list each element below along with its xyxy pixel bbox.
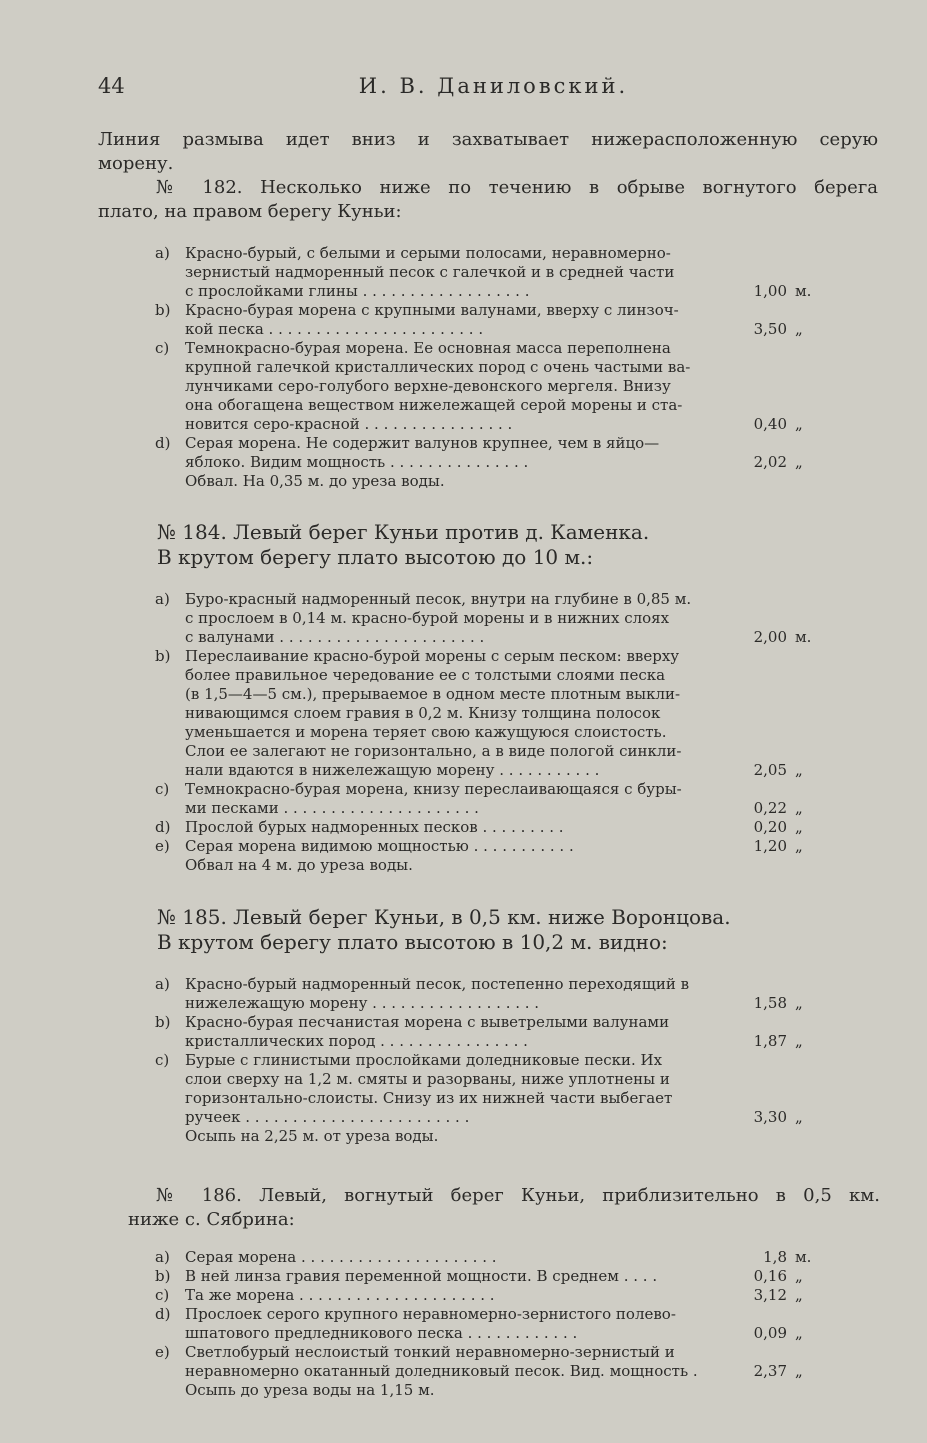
entry-row xyxy=(155,1305,823,1343)
entry-line: Красно-бурая морена с крупными валунами, вверху с линзоч- xyxy=(185,301,679,319)
entry-text xyxy=(185,837,735,856)
entry-label: c) xyxy=(155,339,170,357)
heading-line: № 182. Несколько ниже по течению в обрыве вогнутого берега xyxy=(156,177,878,198)
entry-line: Красно-бурый, с белыми и серыми полосами, неравномерно- xyxy=(185,244,671,262)
entry-line: уменьшается и морена теряет свою кажущуюся слоистость. xyxy=(185,723,667,741)
entry-label: b) xyxy=(155,301,171,319)
entry-label: a) xyxy=(155,1248,170,1266)
intro-line: Линия размыва идет вниз и захватывает нижерасположенную серую xyxy=(98,129,878,150)
entry-line: нивающимся слоем гравия в 0,2 м. Книзу толщина полосок xyxy=(185,704,661,722)
entry-label: e) xyxy=(155,837,170,855)
entry-row xyxy=(155,434,823,472)
section-185-entries xyxy=(155,975,823,1146)
entry-line: Переслаивание красно-бурой морены с серым песком: вверху xyxy=(185,647,680,665)
entry-unit: м. xyxy=(795,282,812,300)
entry-label: b) xyxy=(155,1267,171,1285)
entry-line: Слои ее залегают не горизонтально, а в виде пологой синкли- xyxy=(185,742,682,760)
entry-label: a) xyxy=(155,975,170,993)
heading-line: плато, на правом берегу Куньи: xyxy=(98,201,402,222)
entry-line: (в 1,5—4—5 см.), прерываемое в одном месте плотным выкли- xyxy=(185,685,681,703)
entry-text xyxy=(185,301,735,339)
heading-line: № 185. Левый берег Куньи, в 0,5 км. ниже Воронцова. xyxy=(157,905,731,929)
entry-unit: „ xyxy=(795,1032,803,1050)
entry-label: b) xyxy=(155,1013,171,1031)
entry-row xyxy=(155,1343,823,1381)
entry-value: 1,87 xyxy=(753,1032,787,1050)
entry-value: 0,16 xyxy=(753,1267,787,1285)
entry-text xyxy=(185,434,735,472)
entry-line: с валунами . . . . . . . . . . . . . . . . . . . . . . xyxy=(185,628,485,646)
entry-value: 1,58 xyxy=(753,994,787,1012)
section-note: Осыпь до уреза воды на 1,15 м. xyxy=(185,1381,435,1399)
page-header xyxy=(98,74,829,102)
entry-line: она обогащена веществом нижележащей серой морены и ста- xyxy=(185,396,683,414)
section-182-heading xyxy=(98,176,878,224)
entry-line: Серая морена. Не содержит валунов крупнее, чем в яйцо— xyxy=(185,434,660,452)
entry-value: 1,20 xyxy=(753,837,787,855)
entry-row xyxy=(155,1051,823,1127)
entry-line: яблоко. Видим мощность . . . . . . . . . . . . . . . xyxy=(185,453,529,471)
entry-line: В ней линза гравия переменной мощности. В среднем . . . . xyxy=(185,1267,658,1285)
entry-text xyxy=(185,1013,735,1051)
running-head: И. В. Даниловский. xyxy=(358,74,629,98)
entry-line: ми песками . . . . . . . . . . . . . . . . . . . . . xyxy=(185,799,479,817)
entry-text xyxy=(185,590,735,647)
entry-value: 0,40 xyxy=(753,415,787,433)
entry-line: горизонтально-слоисты. Снизу из их нижней части выбегает xyxy=(185,1089,673,1107)
entry-row xyxy=(155,1013,823,1051)
entry-line: кристаллических пород . . . . . . . . . . . . . . . . xyxy=(185,1032,528,1050)
entry-line: Серая морена видимою мощностью . . . . . . . . . . . xyxy=(185,837,574,855)
entry-row xyxy=(155,1286,823,1305)
entry-unit: м. xyxy=(795,628,812,646)
section-184-entries xyxy=(155,590,823,875)
section-note: Обвал на 4 м. до уреза воды. xyxy=(185,856,413,874)
entry-line: лунчиками серо-голубого верхне-девонского мергеля. Внизу xyxy=(185,377,671,395)
section-182-entries xyxy=(155,244,823,491)
entry-text xyxy=(185,1286,735,1305)
entry-text xyxy=(185,244,735,301)
entry-line: с прослоем в 0,14 м. красно-бурой морены и в нижних слоях xyxy=(185,609,670,627)
page-number: 44 xyxy=(98,74,125,98)
entry-text xyxy=(185,1267,735,1286)
entry-unit: „ xyxy=(795,799,803,817)
entry-line: Прослоек серого крупного неравномерно-зернистого полево- xyxy=(185,1305,676,1323)
entry-line: кой песка . . . . . . . . . . . . . . . . . . . . . . . xyxy=(185,320,484,338)
entry-value: 2,02 xyxy=(753,453,787,471)
entry-unit: „ xyxy=(795,818,803,836)
entry-row xyxy=(155,339,823,434)
entry-unit: „ xyxy=(795,1324,803,1342)
entry-line: ручеек . . . . . . . . . . . . . . . . . . . . . . . . xyxy=(185,1108,470,1126)
entry-text xyxy=(185,975,735,1013)
entry-line: слои сверху на 1,2 м. смяты и разорваны, ниже уплотнены и xyxy=(185,1070,670,1088)
section-186-heading xyxy=(128,1184,880,1232)
entry-row xyxy=(155,1248,823,1267)
entry-value: 3,50 xyxy=(753,320,787,338)
section-note: Осыпь на 2,25 м. от уреза воды. xyxy=(185,1127,439,1145)
entry-label: c) xyxy=(155,1051,170,1069)
entry-text xyxy=(185,1051,735,1127)
entry-row xyxy=(155,590,823,647)
entry-row xyxy=(155,780,823,818)
entry-line: крупной галечкой кристаллических пород с очень частыми ва- xyxy=(185,358,691,376)
entry-row xyxy=(155,1267,823,1286)
entry-text xyxy=(185,339,735,434)
entry-value: 2,05 xyxy=(753,761,787,779)
entry-text xyxy=(185,818,735,837)
entry-line: новится серо-красной . . . . . . . . . . . . . . . . xyxy=(185,415,513,433)
entry-line: Темнокрасно-бурая морена. Ее основная масса переполнена xyxy=(185,339,671,357)
heading-line: № 186. Левый, вогнутый берег Куньи, приблизительно в 0,5 км. xyxy=(156,1185,880,1206)
entry-value: 1,00 xyxy=(753,282,787,300)
intro-paragraph xyxy=(98,128,878,176)
entry-line: Темнокрасно-бурая морена, книзу переслаивающаяся с буры- xyxy=(185,780,682,798)
entry-label: c) xyxy=(155,1286,170,1304)
entry-row xyxy=(155,647,823,780)
entry-value: 0,09 xyxy=(753,1324,787,1342)
entry-label: d) xyxy=(155,1305,171,1323)
entry-text xyxy=(185,1248,735,1267)
entry-unit: „ xyxy=(795,994,803,1012)
entry-unit: „ xyxy=(795,1267,803,1285)
entry-label: a) xyxy=(155,590,170,608)
entry-text xyxy=(185,1305,735,1343)
entry-line: неравномерно окатанный доледниковый песок. Вид. мощность . xyxy=(185,1362,698,1380)
heading-line: № 184. Левый берег Куньи против д. Каменка. xyxy=(157,520,650,544)
entry-row xyxy=(155,837,823,856)
entry-unit: „ xyxy=(795,453,803,471)
entry-value: 0,22 xyxy=(753,799,787,817)
entry-unit: „ xyxy=(795,320,803,338)
entry-line: более правильное чередование ее с толстыми слоями песка xyxy=(185,666,666,684)
entry-line: Светлобурый неслоистый тонкий неравномерно-зернистый и xyxy=(185,1343,675,1361)
entry-row xyxy=(155,818,823,837)
entry-value: 0,20 xyxy=(753,818,787,836)
section-184-heading xyxy=(157,520,797,570)
section-185-heading xyxy=(157,905,797,955)
entry-row xyxy=(155,244,823,301)
section-186-entries xyxy=(155,1248,823,1400)
entry-line: Та же морена . . . . . . . . . . . . . . . . . . . . . xyxy=(185,1286,495,1304)
entry-label: d) xyxy=(155,434,171,452)
entry-line: Красно-бурый надморенный песок, постепенно переходящий в xyxy=(185,975,690,993)
entry-label: c) xyxy=(155,780,170,798)
entry-line: нали вдаются в нижележащую морену . . . . . . . . . . . xyxy=(185,761,600,779)
entry-row xyxy=(155,975,823,1013)
entry-value: 3,30 xyxy=(753,1108,787,1126)
entry-text xyxy=(185,647,735,780)
entry-line: шпатового предледникового песка . . . . . . . . . . . . xyxy=(185,1324,578,1342)
entry-value: 1,8 xyxy=(763,1248,787,1266)
entry-label: a) xyxy=(155,244,170,262)
entry-label: b) xyxy=(155,647,171,665)
entry-label: e) xyxy=(155,1343,170,1361)
entry-line: Буро-красный надморенный песок, внутри на глубине в 0,85 м. xyxy=(185,590,692,608)
entry-text xyxy=(185,780,735,818)
entry-unit: „ xyxy=(795,761,803,779)
entry-line: Бурые с глинистыми прослойками доледниковые пески. Их xyxy=(185,1051,663,1069)
intro-line: морену. xyxy=(98,153,174,174)
entry-value: 2,37 xyxy=(753,1362,787,1380)
entry-row xyxy=(155,301,823,339)
section-note: Обвал. На 0,35 м. до уреза воды. xyxy=(185,472,445,490)
entry-line: Красно-бурая песчанистая морена с выветрелыми валунами xyxy=(185,1013,670,1031)
entry-line: Прослой бурых надморенных песков . . . . . . . . . xyxy=(185,818,564,836)
entry-unit: „ xyxy=(795,1286,803,1304)
entry-unit: „ xyxy=(795,837,803,855)
heading-line: В крутом берегу плато высотою до 10 м.: xyxy=(157,545,594,569)
entry-line: нижележащую морену . . . . . . . . . . . . . . . . . . xyxy=(185,994,540,1012)
heading-line: В крутом берегу плато высотою в 10,2 м. видно: xyxy=(157,930,668,954)
heading-line: ниже с. Сябрина: xyxy=(128,1209,295,1230)
entry-line: Серая морена . . . . . . . . . . . . . . . . . . . . . xyxy=(185,1248,497,1266)
entry-unit: м. xyxy=(795,1248,812,1266)
entry-line: с прослойками глины . . . . . . . . . . . . . . . . . . xyxy=(185,282,530,300)
entry-line: зернистый надморенный песок с галечкой и в средней части xyxy=(185,263,675,281)
entry-unit: „ xyxy=(795,1362,803,1380)
entry-label: d) xyxy=(155,818,171,836)
entry-value: 3,12 xyxy=(753,1286,787,1304)
entry-unit: „ xyxy=(795,1108,803,1126)
entry-text xyxy=(185,1343,735,1381)
entry-value: 2,00 xyxy=(753,628,787,646)
entry-unit: „ xyxy=(795,415,803,433)
